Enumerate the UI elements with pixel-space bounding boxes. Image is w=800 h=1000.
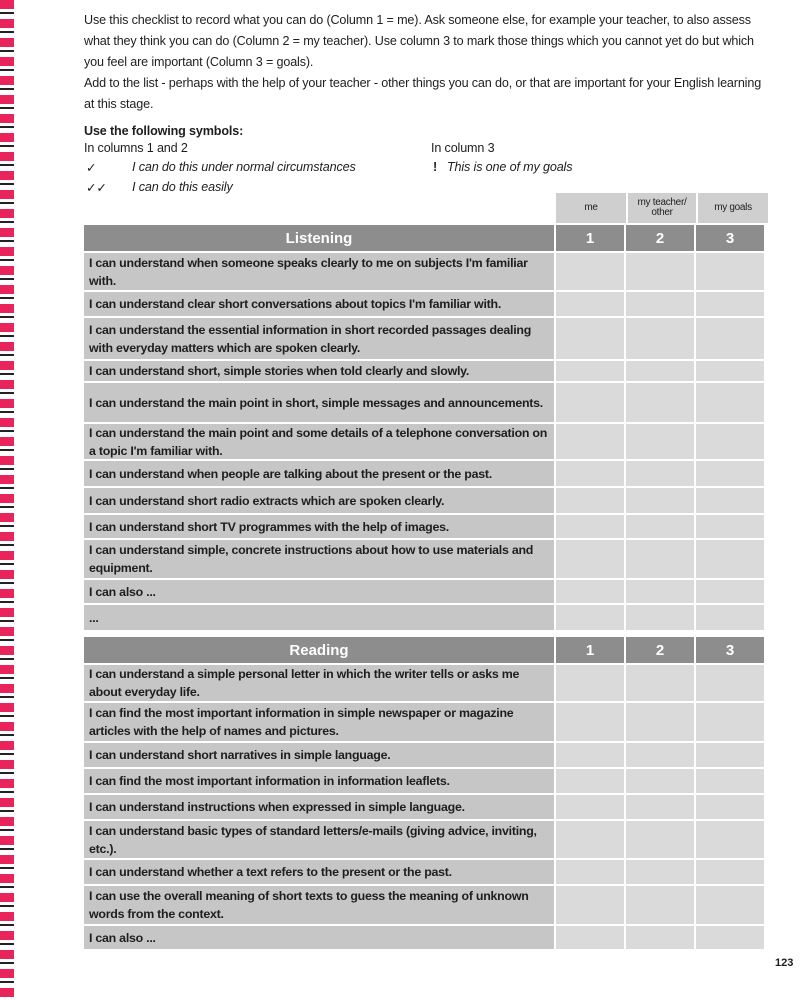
me-cell[interactable]: [554, 424, 624, 459]
can-do-statement: I can understand short narratives in simple language.: [84, 743, 554, 767]
table-row: [84, 743, 768, 769]
teacher-cell[interactable]: [624, 580, 694, 603]
goals-cell[interactable]: [694, 926, 764, 949]
teacher-cell[interactable]: [624, 795, 694, 819]
me-cell[interactable]: [554, 926, 624, 949]
table-row: [84, 540, 768, 580]
goals-cell[interactable]: [694, 424, 764, 459]
column-number: 1: [554, 225, 624, 251]
teacher-cell[interactable]: [624, 926, 694, 949]
teacher-cell[interactable]: [624, 461, 694, 486]
goals-cell[interactable]: [694, 860, 764, 884]
teacher-cell[interactable]: [624, 743, 694, 767]
me-cell[interactable]: [554, 886, 624, 924]
table-row: [84, 665, 768, 703]
teacher-cell[interactable]: [624, 383, 694, 422]
teacher-cell[interactable]: [624, 605, 694, 630]
symbols-title: Use the following symbols:: [84, 124, 244, 138]
table-row: [84, 926, 768, 951]
column-header-goals: my goals: [698, 193, 768, 223]
can-do-statement: I can understand simple, concrete instructions about how to use materials and equipment.: [84, 540, 554, 578]
page-number: 123: [775, 957, 794, 969]
me-cell[interactable]: [554, 769, 624, 793]
teacher-cell[interactable]: [624, 515, 694, 538]
right-heading: In column 3: [431, 141, 495, 155]
can-do-statement: I can understand the main point in short, simple messages and announcements.: [84, 383, 554, 422]
table-row: [84, 488, 768, 515]
can-do-statement: I can also ...: [84, 926, 554, 949]
column-header-teacher: my teacher/ other: [628, 193, 696, 223]
goals-cell[interactable]: [694, 821, 764, 858]
goals-cell[interactable]: [694, 580, 764, 603]
can-do-statement: I can use the overall meaning of short texts to guess the meaning of unknown words from the context.: [84, 886, 554, 924]
teacher-cell[interactable]: [624, 253, 694, 290]
reading-table: [84, 637, 768, 951]
can-do-statement: I can understand the main point and some details of a telephone conversation on a topic I'm familiar with.: [84, 424, 554, 459]
table-row: [84, 253, 768, 292]
teacher-cell[interactable]: [624, 540, 694, 578]
column-header-me: me: [556, 193, 626, 223]
section-title: Listening: [84, 225, 554, 251]
me-cell[interactable]: [554, 860, 624, 884]
teacher-cell[interactable]: [624, 703, 694, 741]
can-do-statement: I can understand whether a text refers to the present or the past.: [84, 860, 554, 884]
teacher-cell[interactable]: [624, 424, 694, 459]
me-cell[interactable]: [554, 515, 624, 538]
teacher-cell[interactable]: [624, 886, 694, 924]
me-cell[interactable]: [554, 318, 624, 359]
teacher-cell[interactable]: [624, 769, 694, 793]
can-do-statement: I can understand clear short conversations about topics I'm familiar with.: [84, 292, 554, 316]
section-header: [84, 225, 768, 253]
me-cell[interactable]: [554, 795, 624, 819]
goals-cell[interactable]: [694, 605, 764, 630]
me-cell[interactable]: [554, 361, 624, 381]
teacher-cell[interactable]: [624, 821, 694, 858]
goals-cell[interactable]: [694, 361, 764, 381]
symbols-legend: [84, 124, 644, 198]
goals-cell[interactable]: [694, 665, 764, 701]
listening-table: [84, 225, 768, 632]
spiral-binding: [0, 0, 14, 1000]
exclamation-symbol: !: [433, 160, 438, 174]
me-cell[interactable]: [554, 292, 624, 316]
teacher-cell[interactable]: [624, 860, 694, 884]
teacher-cell[interactable]: [624, 488, 694, 513]
can-do-statement: I can understand when someone speaks clearly to me on subjects I'm familiar with.: [84, 253, 554, 290]
me-cell[interactable]: [554, 743, 624, 767]
column-number: 1: [554, 637, 624, 663]
table-row: [84, 580, 768, 605]
can-do-statement: I can also ...: [84, 580, 554, 603]
can-do-statement: I can understand short radio extracts which are spoken clearly.: [84, 488, 554, 513]
table-row: [84, 383, 768, 424]
teacher-cell[interactable]: [624, 361, 694, 381]
goals-cell[interactable]: [694, 318, 764, 359]
me-cell[interactable]: [554, 461, 624, 486]
can-do-statement: I can understand basic types of standard letters/e-mails (giving advice, inviting, etc.).: [84, 821, 554, 858]
me-cell[interactable]: [554, 488, 624, 513]
me-cell[interactable]: [554, 605, 624, 630]
table-row: [84, 703, 768, 743]
can-do-statement: I can understand short, simple stories when told clearly and slowly.: [84, 361, 554, 381]
intro-paragraph: Use this checklist to record what you can do (Column 1 = me). Ask someone else, for example your teacher, to also assess what they think you can do (Column 2 = my teacher). Use column 3 to mark those things which you cannot yet do but which you feel are important (Column 3 = goals).: [84, 13, 754, 69]
table-row: [84, 821, 768, 860]
goals-cell[interactable]: [694, 886, 764, 924]
table-row: [84, 886, 768, 926]
can-do-statement: I can find the most important information in information leaflets.: [84, 769, 554, 793]
can-do-statement: I can find the most important information in simple newspaper or magazine articles with the help of names and pictures.: [84, 703, 554, 741]
me-cell[interactable]: [554, 253, 624, 290]
teacher-cell[interactable]: [624, 292, 694, 316]
table-row: [84, 292, 768, 318]
teacher-cell[interactable]: [624, 665, 694, 701]
symbol-meaning: I can do this under normal circumstances: [132, 160, 356, 174]
column-number: 2: [624, 225, 694, 251]
can-do-statement: I can understand short TV programmes with the help of images.: [84, 515, 554, 538]
intro-text: [84, 10, 774, 115]
can-do-statement: I can understand a simple personal letter in which the writer tells or asks me about everyday life.: [84, 665, 554, 701]
goals-cell[interactable]: [694, 383, 764, 422]
me-cell[interactable]: [554, 383, 624, 422]
table-row: [84, 461, 768, 488]
table-row: [84, 605, 768, 632]
table-row: [84, 361, 768, 383]
check-symbol: ✓: [86, 161, 97, 175]
goals-cell[interactable]: [694, 769, 764, 793]
me-cell[interactable]: [554, 540, 624, 578]
can-do-statement: I can understand when people are talking about the present or the past.: [84, 461, 554, 486]
me-cell[interactable]: [554, 821, 624, 858]
goals-cell[interactable]: [694, 540, 764, 578]
table-row: [84, 860, 768, 886]
symbol-meaning: I can do this easily: [132, 180, 233, 194]
column-number: 3: [694, 637, 764, 663]
goals-cell[interactable]: [694, 253, 764, 290]
goals-cell[interactable]: [694, 515, 764, 538]
can-do-statement: ...: [84, 605, 554, 630]
intro-paragraph: Add to the list - perhaps with the help of your teacher - other things you can do, or that are important for your English learning at this stage.: [84, 76, 762, 111]
left-heading: In columns 1 and 2: [84, 141, 188, 155]
goals-cell[interactable]: [694, 461, 764, 486]
goals-cell[interactable]: [694, 703, 764, 741]
table-row: [84, 515, 768, 540]
table-row: [84, 795, 768, 821]
table-row: [84, 424, 768, 461]
column-number: 3: [694, 225, 764, 251]
column-number: 2: [624, 637, 694, 663]
can-do-statement: I can understand the essential information in short recorded passages dealing with everyday matters which are spoken clearly.: [84, 318, 554, 359]
table-row: [84, 769, 768, 795]
goals-cell[interactable]: [694, 488, 764, 513]
teacher-cell[interactable]: [624, 318, 694, 359]
me-cell[interactable]: [554, 665, 624, 701]
table-row: [84, 318, 768, 361]
section-header: [84, 637, 768, 665]
symbol-meaning: This is one of my goals: [447, 160, 573, 174]
section-title: Reading: [84, 637, 554, 663]
me-cell[interactable]: [554, 580, 624, 603]
goals-cell[interactable]: [694, 292, 764, 316]
goals-cell[interactable]: [694, 743, 764, 767]
goals-cell[interactable]: [694, 795, 764, 819]
can-do-statement: I can understand instructions when expressed in simple language.: [84, 795, 554, 819]
me-cell[interactable]: [554, 703, 624, 741]
double-check-symbol: ✓✓: [86, 181, 107, 195]
